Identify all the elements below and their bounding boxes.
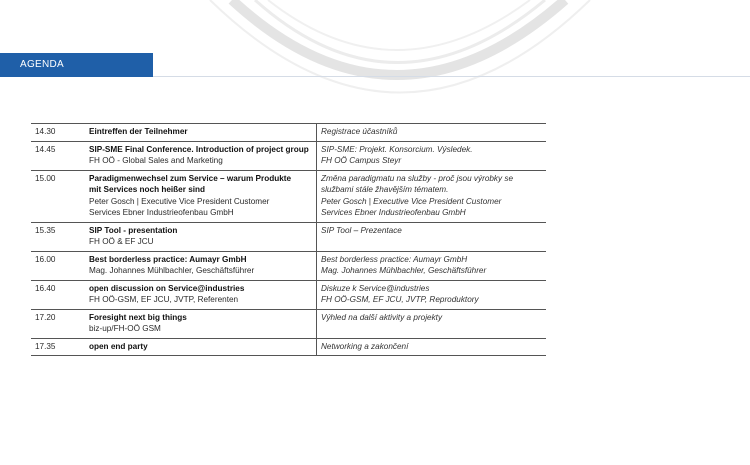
session-translation: Networking a zakončení	[321, 341, 409, 351]
session-translation: Diskuze k Service@industries	[321, 283, 430, 293]
session-translation: SIP-SME: Projekt. Konsorcium. Výsledek.	[321, 144, 473, 154]
agenda-section-label: AGENDA	[0, 53, 153, 77]
agenda-item-de	[85, 170, 317, 222]
session-translation: Registrace účastníků	[321, 127, 398, 136]
agenda-row	[31, 170, 546, 222]
session-translation: Mag. Johannes Mühlbachler, Geschäftsführer	[321, 266, 487, 275]
agenda-item-cz	[317, 124, 547, 142]
session-translation: Výhled na další aktivity a projekty	[321, 312, 443, 322]
session-title: SIP-SME Final Conference. Introduction of project group	[89, 144, 309, 154]
agenda-row	[31, 124, 546, 142]
session-translation: FH OÖ Campus Steyr	[321, 156, 402, 165]
session-detail: FH OÖ-GSM, EF JCU, JVTP, Referenten	[89, 295, 239, 304]
session-title: open end party	[89, 341, 148, 351]
agenda-item-de	[85, 280, 317, 309]
session-translation: FH OÖ-GSM, EF JCU, JVTP, Reproduktory	[321, 295, 479, 304]
agenda-time: 15.00	[31, 170, 85, 222]
agenda-row	[31, 280, 546, 309]
agenda-item-cz	[317, 280, 547, 309]
session-detail: Mag. Johannes Mühlbachler, Geschäftsführer	[89, 266, 255, 275]
agenda-row	[31, 338, 546, 356]
agenda-item-de	[85, 141, 317, 170]
session-title: SIP Tool - presentation	[89, 225, 178, 235]
session-detail: FH OÖ & EF JCU	[89, 237, 154, 246]
agenda-time: 14.45	[31, 141, 85, 170]
session-title: Best borderless practice: Aumayr GmbH	[89, 254, 247, 264]
agenda-row	[31, 251, 546, 280]
session-detail: biz-up/FH-OÖ GSM	[89, 324, 161, 333]
agenda-item-de	[85, 309, 317, 338]
session-title: Foresight next big things	[89, 312, 187, 322]
session-translation: Services Ebner Industrieofenbau GmbH	[321, 208, 466, 217]
session-translation: Best borderless practice: Aumayr GmbH	[321, 254, 468, 264]
agenda-item-cz	[317, 141, 547, 170]
agenda-item-cz	[317, 309, 547, 338]
agenda-table	[31, 123, 546, 356]
session-translation: Peter Gosch | Executive Vice President Customer	[321, 196, 502, 206]
agenda-item-cz	[317, 338, 547, 356]
agenda-time: 15.35	[31, 222, 85, 251]
agenda-item-cz	[317, 251, 547, 280]
session-detail: Services Ebner Industrieofenbau GmbH	[89, 208, 234, 217]
session-title: mit Services noch heißer sind	[89, 185, 206, 194]
agenda-time: 17.20	[31, 309, 85, 338]
agenda-item-cz	[317, 222, 547, 251]
session-translation: SIP Tool – Prezentace	[321, 225, 402, 235]
session-detail: Peter Gosch | Executive Vice President Customer	[89, 196, 270, 206]
session-translation: službami stále žhavějším tématem.	[321, 185, 449, 194]
session-translation: Změna paradigmatu na služby - proč jsou výrobky se	[321, 173, 514, 183]
session-title: Paradigmenwechsel zum Service – warum Produkte	[89, 173, 292, 183]
section-divider	[153, 76, 750, 77]
agenda-item-de	[85, 124, 317, 142]
agenda-item-de	[85, 222, 317, 251]
session-title: Eintreffen der Teilnehmer	[89, 127, 188, 136]
agenda-time: 16.40	[31, 280, 85, 309]
agenda-time: 16.00	[31, 251, 85, 280]
agenda-row	[31, 141, 546, 170]
agenda-time: 17.35	[31, 338, 85, 356]
agenda-item-cz	[317, 170, 547, 222]
agenda-time: 14.30	[31, 124, 85, 142]
session-detail: FH OÖ - Global Sales and Marketing	[89, 156, 223, 165]
agenda-item-de	[85, 338, 317, 356]
session-title: open discussion on Service@industries	[89, 283, 245, 293]
agenda-item-de	[85, 251, 317, 280]
agenda-row	[31, 309, 546, 338]
agenda-row	[31, 222, 546, 251]
